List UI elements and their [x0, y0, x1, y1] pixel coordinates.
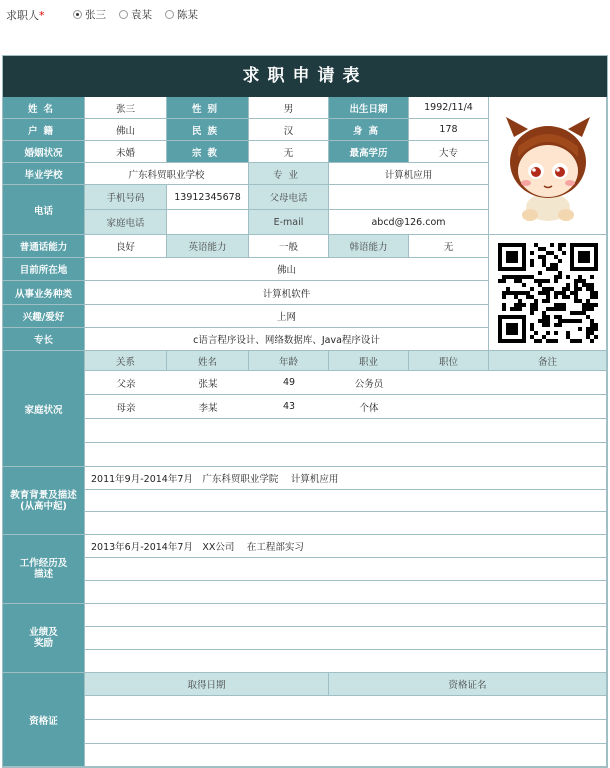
- email-label: E-mail: [249, 210, 329, 235]
- mobile-label: 手机号码: [85, 185, 167, 210]
- major-label: 专业: [249, 163, 329, 185]
- awards-empty-row[interactable]: [85, 604, 607, 627]
- religion-label: 宗教: [167, 141, 249, 163]
- awards-empty-row[interactable]: [85, 650, 607, 673]
- english-value[interactable]: 一般: [249, 235, 329, 258]
- work-entry[interactable]: 2013年6月-2014年7月 XX公司 在工程部实习: [85, 535, 607, 558]
- home-phone-value[interactable]: [167, 210, 249, 235]
- gender-label: 性别: [167, 97, 249, 119]
- family-header: 年龄: [249, 351, 329, 371]
- cert-header-name: 资格证名: [329, 673, 607, 696]
- hukou-value[interactable]: 佛山: [85, 119, 167, 141]
- location-value[interactable]: 佛山: [85, 258, 489, 281]
- mandarin-label: 普通话能力: [3, 235, 85, 258]
- family-cell[interactable]: 李某: [167, 395, 249, 419]
- family-cell[interactable]: 43: [249, 395, 329, 419]
- radio-label: 陈某: [177, 9, 198, 21]
- height-label: 身高: [329, 119, 409, 141]
- school-value[interactable]: 广东科贸职业学校: [85, 163, 249, 185]
- family-cell[interactable]: 张某: [167, 371, 249, 395]
- korean-value[interactable]: 无: [409, 235, 489, 258]
- family-cell[interactable]: [409, 395, 489, 419]
- hukou-label: 户籍: [3, 119, 85, 141]
- religion-value[interactable]: 无: [249, 141, 329, 163]
- major-value[interactable]: 计算机应用: [329, 163, 489, 185]
- cert-empty-row[interactable]: [85, 720, 607, 744]
- family-empty-row[interactable]: [85, 419, 607, 443]
- location-label: 目前所在地: [3, 258, 85, 281]
- family-cell[interactable]: 个体: [329, 395, 409, 419]
- education-empty-row[interactable]: [85, 512, 607, 535]
- family-cell[interactable]: 母亲: [85, 395, 167, 419]
- form-title: 求职申请表: [3, 56, 607, 97]
- school-label: 毕业学校: [3, 163, 85, 185]
- family-cell[interactable]: 公务员: [329, 371, 409, 395]
- hobby-label: 兴趣/爱好: [3, 305, 85, 328]
- parent-phone-value[interactable]: [329, 185, 489, 210]
- family-cell[interactable]: 父亲: [85, 371, 167, 395]
- family-empty-row[interactable]: [85, 443, 607, 467]
- applicant-selector: [0, 0, 610, 55]
- education-value[interactable]: 大专: [409, 141, 489, 163]
- gender-value[interactable]: 男: [249, 97, 329, 119]
- family-header: 职业: [329, 351, 409, 371]
- mobile-value[interactable]: 13912345678: [167, 185, 249, 210]
- radio-unchecked-icon[interactable]: [119, 10, 128, 19]
- family-label: 家庭状况: [3, 351, 85, 467]
- radio-option-chen[interactable]: [165, 7, 198, 22]
- home-phone-label: 家庭电话: [85, 210, 167, 235]
- english-label: 英语能力: [167, 235, 249, 258]
- applicant-label: [6, 7, 45, 23]
- mandarin-value[interactable]: 良好: [85, 235, 167, 258]
- family-header: 职位: [409, 351, 489, 371]
- education-history-label: 教育背景及描述(从高中起): [3, 467, 85, 535]
- work-empty-row[interactable]: [85, 558, 607, 581]
- birth-label: 出生日期: [329, 97, 409, 119]
- education-label: 最高学历: [329, 141, 409, 163]
- avatar: [500, 107, 596, 225]
- awards-empty-row[interactable]: [85, 627, 607, 650]
- family-cell[interactable]: [489, 371, 607, 395]
- skills-label: 专长: [3, 328, 85, 351]
- cert-empty-row[interactable]: [85, 744, 607, 767]
- qr-cell: [489, 235, 607, 351]
- radio-option-yuan[interactable]: [119, 7, 152, 22]
- name-value[interactable]: 张三: [85, 97, 167, 119]
- radio-unchecked-icon[interactable]: [165, 10, 174, 19]
- marital-label: 婚姻状况: [3, 141, 85, 163]
- radio-option-zhangsan[interactable]: [73, 7, 106, 22]
- photo-cell: [489, 97, 607, 235]
- birth-value[interactable]: 1992/11/4: [409, 97, 489, 119]
- cert-header-date: 取得日期: [85, 673, 329, 696]
- certificates-label: 资格证: [3, 673, 85, 767]
- ethnicity-label: 民族: [167, 119, 249, 141]
- work-history-label: 工作经历及描述: [3, 535, 85, 604]
- application-form: [2, 55, 608, 768]
- hobby-value[interactable]: 上网: [85, 305, 489, 328]
- required-mark: *: [39, 9, 45, 22]
- radio-label: 张三: [85, 9, 106, 21]
- radio-label: 袁某: [131, 9, 152, 21]
- ethnicity-value[interactable]: 汉: [249, 119, 329, 141]
- phone-label: 电话: [3, 185, 85, 235]
- family-header: 姓名: [167, 351, 249, 371]
- applicant-label-text: 求职人: [6, 9, 39, 22]
- industry-label: 从事业务种类: [3, 281, 85, 305]
- name-label: 姓名: [3, 97, 85, 119]
- awards-label: 业绩及奖励: [3, 604, 85, 673]
- email-value[interactable]: abcd@126.com: [329, 210, 489, 235]
- family-cell[interactable]: 49: [249, 371, 329, 395]
- work-empty-row[interactable]: [85, 581, 607, 604]
- education-entry[interactable]: 2011年9月-2014年7月 广东科贸职业学院 计算机应用: [85, 467, 607, 490]
- height-value[interactable]: 178: [409, 119, 489, 141]
- family-header: 关系: [85, 351, 167, 371]
- cert-empty-row[interactable]: [85, 696, 607, 720]
- family-header: 备注: [489, 351, 607, 371]
- industry-value[interactable]: 计算机软件: [85, 281, 489, 305]
- korean-label: 韩语能力: [329, 235, 409, 258]
- skills-value[interactable]: c语言程序设计、网络数据库、Java程序设计: [85, 328, 489, 351]
- family-cell[interactable]: [489, 395, 607, 419]
- family-cell[interactable]: [409, 371, 489, 395]
- parent-phone-label: 父母电话: [249, 185, 329, 210]
- education-empty-row[interactable]: [85, 490, 607, 512]
- radio-checked-icon[interactable]: [73, 10, 82, 19]
- qr-code-icon: [498, 243, 598, 343]
- marital-value[interactable]: 未婚: [85, 141, 167, 163]
